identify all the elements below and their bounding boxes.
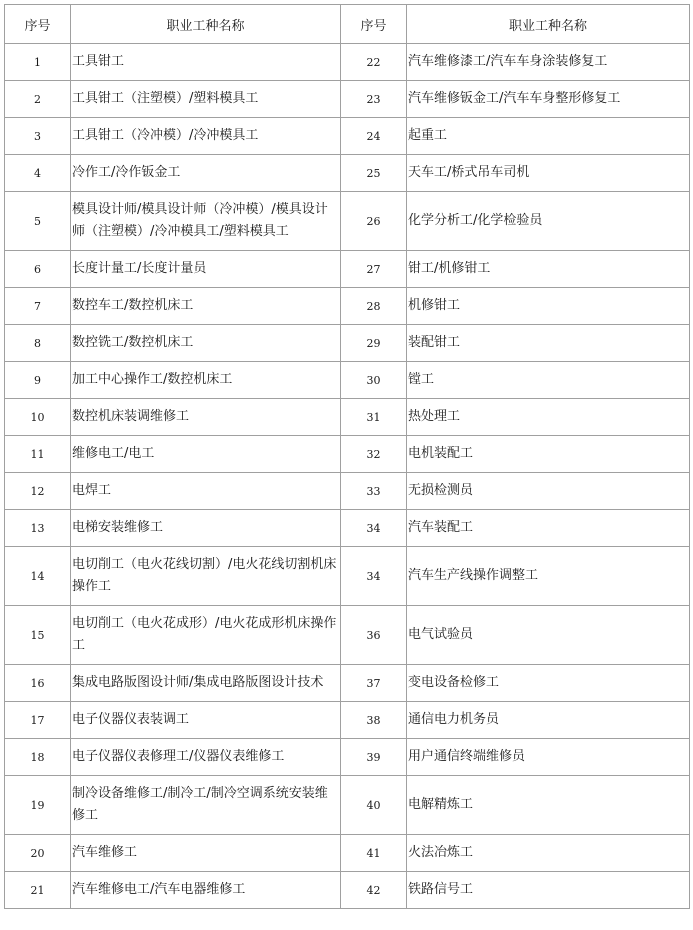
row-number-right: 33 xyxy=(341,473,407,510)
row-number-left: 7 xyxy=(5,288,71,325)
occupation-name-left: 数控铣工/数控机床工 xyxy=(71,325,341,362)
occupation-name-left: 电切削工（电火花成形）/电火花成形机床操作工 xyxy=(71,606,341,665)
row-number-right: 28 xyxy=(341,288,407,325)
row-number-left: 13 xyxy=(5,510,71,547)
row-number-left: 16 xyxy=(5,665,71,702)
occupation-table xyxy=(4,4,690,909)
occupation-name-right: 钳工/机修钳工 xyxy=(407,251,690,288)
occupation-name-right: 汽车生产线操作调整工 xyxy=(407,547,690,606)
row-number-left: 6 xyxy=(5,251,71,288)
table-row xyxy=(5,776,690,835)
table-row xyxy=(5,606,690,665)
occupation-name-right: 电机装配工 xyxy=(407,436,690,473)
row-number-left: 4 xyxy=(5,155,71,192)
occupation-name-left: 数控机床装调维修工 xyxy=(71,399,341,436)
occupation-name-right: 铁路信号工 xyxy=(407,872,690,909)
row-number-left: 19 xyxy=(5,776,71,835)
occupation-name-left: 数控车工/数控机床工 xyxy=(71,288,341,325)
row-number-left: 8 xyxy=(5,325,71,362)
row-number-right: 36 xyxy=(341,606,407,665)
row-number-right: 38 xyxy=(341,702,407,739)
occupation-name-right: 热处理工 xyxy=(407,399,690,436)
table-row xyxy=(5,118,690,155)
occupation-name-left: 模具设计师/模具设计师（冷冲模）/模具设计师（注塑模）/冷冲模具工/塑料模具工 xyxy=(71,192,341,251)
row-number-right: 24 xyxy=(341,118,407,155)
header-seq-right: 序号 xyxy=(341,5,407,44)
table-row xyxy=(5,436,690,473)
occupation-name-left: 长度计量工/长度计量员 xyxy=(71,251,341,288)
table-body xyxy=(5,44,690,909)
occupation-name-left: 电梯安装维修工 xyxy=(71,510,341,547)
row-number-right: 27 xyxy=(341,251,407,288)
table-row xyxy=(5,510,690,547)
occupation-name-right: 电解精炼工 xyxy=(407,776,690,835)
row-number-left: 20 xyxy=(5,835,71,872)
occupation-name-right: 起重工 xyxy=(407,118,690,155)
row-number-right: 37 xyxy=(341,665,407,702)
row-number-left: 14 xyxy=(5,547,71,606)
occupation-name-right: 电气试验员 xyxy=(407,606,690,665)
row-number-right: 41 xyxy=(341,835,407,872)
occupation-name-left: 工具钳工 xyxy=(71,44,341,81)
table-row xyxy=(5,362,690,399)
occupation-name-right: 变电设备检修工 xyxy=(407,665,690,702)
occupation-name-left: 冷作工/冷作钣金工 xyxy=(71,155,341,192)
table-row xyxy=(5,155,690,192)
occupation-name-left: 工具钳工（冷冲模）/冷冲模具工 xyxy=(71,118,341,155)
row-number-right: 22 xyxy=(341,44,407,81)
row-number-right: 34 xyxy=(341,547,407,606)
occupation-name-right: 汽车维修漆工/汽车车身涂装修复工 xyxy=(407,44,690,81)
row-number-left: 17 xyxy=(5,702,71,739)
occupation-name-left: 电子仪器仪表修理工/仪器仪表维修工 xyxy=(71,739,341,776)
occupation-name-left: 工具钳工（注塑模）/塑料模具工 xyxy=(71,81,341,118)
row-number-left: 21 xyxy=(5,872,71,909)
row-number-left: 3 xyxy=(5,118,71,155)
occupation-name-left: 制冷设备维修工/制冷工/制冷空调系统安装维修工 xyxy=(71,776,341,835)
occupation-name-left: 加工中心操作工/数控机床工 xyxy=(71,362,341,399)
table-row xyxy=(5,547,690,606)
row-number-left: 15 xyxy=(5,606,71,665)
row-number-left: 9 xyxy=(5,362,71,399)
row-number-right: 32 xyxy=(341,436,407,473)
row-number-right: 30 xyxy=(341,362,407,399)
occupation-name-left: 电子仪器仪表装调工 xyxy=(71,702,341,739)
occupation-name-right: 镗工 xyxy=(407,362,690,399)
table-row xyxy=(5,835,690,872)
row-number-right: 29 xyxy=(341,325,407,362)
occupation-name-right: 机修钳工 xyxy=(407,288,690,325)
occupation-name-right: 无损检测员 xyxy=(407,473,690,510)
row-number-right: 40 xyxy=(341,776,407,835)
occupation-name-right: 装配钳工 xyxy=(407,325,690,362)
table-row xyxy=(5,739,690,776)
row-number-left: 11 xyxy=(5,436,71,473)
table-row xyxy=(5,702,690,739)
row-number-right: 34 xyxy=(341,510,407,547)
table-row xyxy=(5,665,690,702)
table-row xyxy=(5,473,690,510)
occupation-name-right: 通信电力机务员 xyxy=(407,702,690,739)
occupation-name-right: 天车工/桥式吊车司机 xyxy=(407,155,690,192)
occupation-name-right: 汽车装配工 xyxy=(407,510,690,547)
occupation-name-left: 电焊工 xyxy=(71,473,341,510)
table-row xyxy=(5,44,690,81)
row-number-left: 12 xyxy=(5,473,71,510)
occupation-name-right: 汽车维修钣金工/汽车车身整形修复工 xyxy=(407,81,690,118)
row-number-right: 26 xyxy=(341,192,407,251)
table-row xyxy=(5,192,690,251)
header-row xyxy=(5,5,690,44)
row-number-left: 10 xyxy=(5,399,71,436)
occupation-name-right: 火法冶炼工 xyxy=(407,835,690,872)
row-number-right: 39 xyxy=(341,739,407,776)
occupation-name-right: 化学分析工/化学检验员 xyxy=(407,192,690,251)
occupation-name-right: 用户通信终端维修员 xyxy=(407,739,690,776)
table-row xyxy=(5,325,690,362)
row-number-left: 1 xyxy=(5,44,71,81)
row-number-right: 42 xyxy=(341,872,407,909)
row-number-left: 2 xyxy=(5,81,71,118)
table-row xyxy=(5,81,690,118)
table-row xyxy=(5,872,690,909)
occupation-name-left: 电切削工（电火花线切割）/电火花线切割机床操作工 xyxy=(71,547,341,606)
table-row xyxy=(5,399,690,436)
row-number-left: 18 xyxy=(5,739,71,776)
row-number-right: 25 xyxy=(341,155,407,192)
occupation-name-left: 维修电工/电工 xyxy=(71,436,341,473)
header-name-right: 职业工种名称 xyxy=(407,5,690,44)
row-number-right: 31 xyxy=(341,399,407,436)
row-number-right: 23 xyxy=(341,81,407,118)
row-number-left: 5 xyxy=(5,192,71,251)
occupation-name-left: 汽车维修电工/汽车电器维修工 xyxy=(71,872,341,909)
header-name-left: 职业工种名称 xyxy=(71,5,341,44)
table-row xyxy=(5,288,690,325)
header-seq-left: 序号 xyxy=(5,5,71,44)
table-row xyxy=(5,251,690,288)
occupation-name-left: 集成电路版图设计师/集成电路版图设计技术 xyxy=(71,665,341,702)
occupation-name-left: 汽车维修工 xyxy=(71,835,341,872)
